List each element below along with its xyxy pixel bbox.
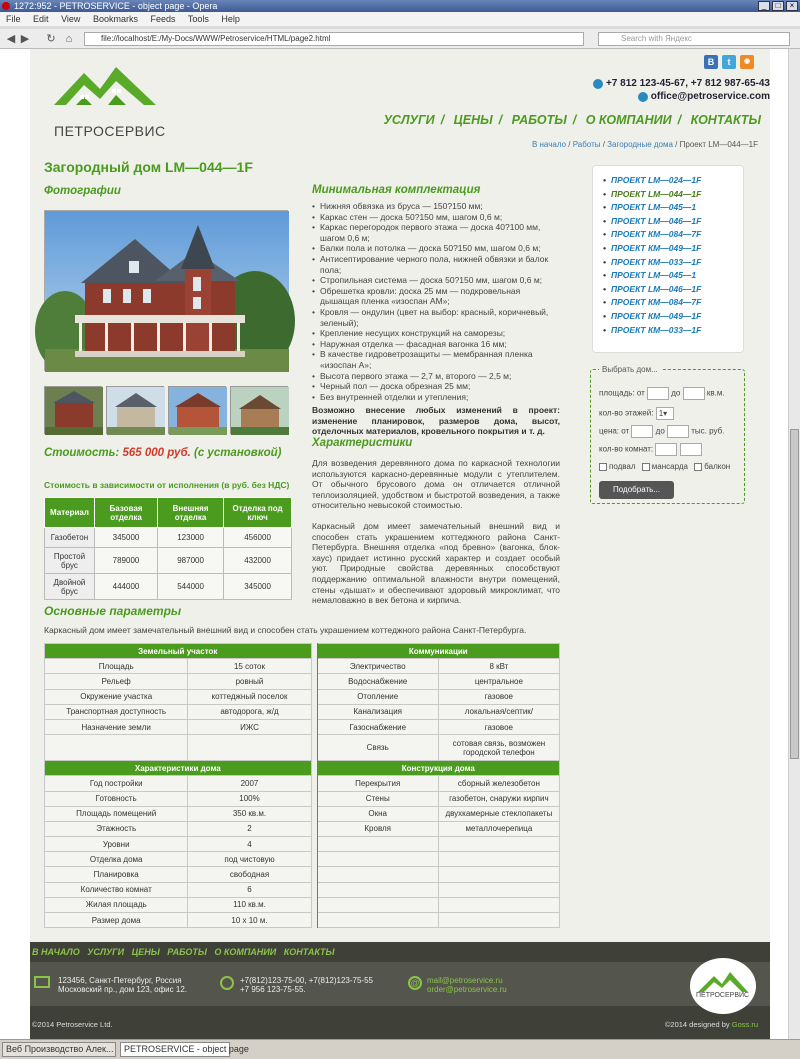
breadcrumb-current: Проект LM—044—1F	[679, 140, 758, 149]
table-row: Характеристики дома Конструкция дома	[45, 761, 560, 776]
project-link[interactable]: • ПРОЕКТ КМ—084—7F	[603, 228, 743, 242]
table-row: Двойной брус 444000 544000 345000	[45, 574, 292, 600]
breadcrumb: В начало / Работы / Загородные дома / Проект LM—044—1F	[531, 140, 758, 149]
project-link[interactable]: • ПРОЕКТ LM—046—1F	[603, 283, 743, 297]
close-icon[interactable]: ×	[786, 1, 798, 11]
changes-note: Возможно внесение любых изменений в проект: изменение планировок, размеров дома, высот, отделочных материалов, кровельного покрытия и т. д.	[312, 405, 560, 437]
footer-nav-works[interactable]: РАБОТЫ	[167, 947, 207, 957]
basement-checkbox[interactable]	[599, 463, 607, 471]
footer-order-link[interactable]: order@petroservice.ru	[427, 985, 507, 994]
list-item: • Стропильная система — доска 50?150 мм, шагом 0,6 м;	[312, 275, 560, 286]
at-icon: @	[408, 976, 422, 990]
rss-icon[interactable]: ◉	[740, 55, 754, 69]
table-row: Газобетон 345000 123000 456000	[45, 528, 292, 548]
project-link[interactable]: • ПРОЕКТ LM—044—1F	[603, 188, 743, 202]
table-row: Площадь помещений 350 кв.м. Окна двухкамерные стеклопакеты	[45, 806, 560, 821]
list-item: • Балки пола и потолка — доска 50?150 мм, шагом 0,6 м;	[312, 243, 560, 254]
opera-icon	[2, 2, 10, 10]
rooms-to-input[interactable]	[680, 443, 702, 456]
footer-nav	[30, 942, 770, 962]
params-intro: Каркасный дом имеет замечательный внешний вид и способен стать украшением коттеджного района Санкт-Петербурга.	[44, 625, 527, 635]
list-item: • Без внутренней отделки и утепления;	[312, 392, 560, 403]
menu-bar	[0, 12, 800, 26]
photo-thumbnails	[44, 386, 288, 434]
cost-table	[44, 497, 292, 600]
cost-col-header: Базовая отделка	[94, 498, 157, 528]
reload-icon[interactable]: ↻	[46, 33, 56, 45]
page-viewport	[0, 49, 788, 1039]
page-title: Загородный дом LM—044—1F	[44, 159, 253, 175]
table-row: Связь сотовая связь, возможен городской телефон	[45, 735, 560, 761]
price-to-input[interactable]	[667, 425, 689, 438]
footer-nav-services[interactable]: УСЛУГИ	[87, 947, 125, 957]
thumbnail-4[interactable]	[230, 386, 288, 434]
projects-list	[592, 165, 744, 353]
maximize-icon[interactable]: □	[772, 1, 784, 11]
thumbnail-2[interactable]	[106, 386, 164, 434]
vertical-scrollbar[interactable]	[788, 49, 800, 1039]
params-title: Основные параметры	[44, 604, 182, 618]
nav-about[interactable]: О КОМПАНИИ	[585, 113, 672, 127]
list-item: • Наружная отделка — фасадная вагонка 16 мм;	[312, 339, 560, 350]
logo-text: ПЕТРОСЕРВИС	[54, 123, 166, 139]
table-row: Земельный участок Коммуникации	[45, 644, 560, 659]
price-from-input[interactable]	[631, 425, 653, 438]
cost-col-header: Внешняя отделка	[158, 498, 224, 528]
menu-feeds[interactable]: Feeds	[150, 14, 176, 24]
thumbnail-1[interactable]	[44, 386, 102, 434]
vk-icon[interactable]: B	[704, 55, 718, 69]
table-row: Этажность 2 Кровля металлочерепица	[45, 821, 560, 836]
footer-nav-contacts[interactable]: КОНТАКТЫ	[283, 947, 335, 957]
menu-view[interactable]: View	[61, 14, 81, 24]
footer-emails	[427, 976, 507, 994]
footer-nav-prices[interactable]: ЦЕНЫ	[131, 947, 160, 957]
area-from-input[interactable]	[647, 387, 669, 400]
table-row: Рельеф ровный Водоснабжение центральное	[45, 674, 560, 689]
window-title: 1272:952 - PETROSERVICE - object page - Opera	[14, 1, 218, 11]
breadcrumb-home[interactable]: В начало	[531, 140, 567, 149]
designer-credit: ©2014 designed by Goss.ru	[664, 1020, 758, 1029]
home-icon[interactable]: ⌂	[65, 33, 73, 45]
menu-tools[interactable]: Tools	[187, 14, 209, 24]
table-row: Размер дома 10 х 10 м.	[45, 913, 560, 928]
header-phones: +7 812 123-45-67, +7 812 987-65-43	[606, 78, 770, 89]
table-row: Площадь 15 соток Электричество 8 кВт	[45, 659, 560, 674]
nav-contacts[interactable]: КОНТАКТЫ	[690, 113, 761, 127]
breadcrumb-works[interactable]: Работы	[572, 140, 601, 149]
table-row: Отделка дома под чистовую	[45, 852, 560, 867]
footer-nav-about[interactable]: О КОМПАНИИ	[214, 947, 277, 957]
balcony-checkbox[interactable]	[694, 463, 702, 471]
breadcrumb-country-houses[interactable]: Загородные дома	[607, 140, 673, 149]
footer-address: 123456, Санкт-Петербург, Россия Московский пр., дом 123, офис 12.	[58, 976, 187, 994]
table-row: Готовность 100% Стены газобетон, снаружи кирпич	[45, 791, 560, 806]
list-item: • В качестве гидроветрозащиты — мембранная пленка «изоспан А»;	[312, 349, 560, 370]
window-titlebar	[0, 0, 800, 12]
minimal-section	[312, 201, 560, 437]
cost-col-header: Отделка под ключ	[224, 498, 292, 528]
floors-select[interactable]: 1▾	[656, 407, 674, 420]
site-footer	[30, 942, 770, 1039]
list-item: • Высота первого этажа — 2,7 м, второго — 2,5 м;	[312, 371, 560, 382]
project-link[interactable]: • ПРОЕКТ КМ—049—1F	[603, 242, 743, 256]
price-line: Стоимость: 565 000 руб. (с установкой)	[44, 447, 282, 459]
table-row: Уровни 4	[45, 837, 560, 852]
scrollbar-thumb[interactable]	[790, 429, 799, 759]
house-finder: Выбрать дом... площадь: от до кв.м. кол-во этажей: 1▾ цена: от до тыс. руб. кол-во комнат: подвал мансарда балкон Подобрать...	[590, 369, 745, 504]
project-link[interactable]: • ПРОЕКТ КМ—084—7F	[603, 296, 743, 310]
menu-file[interactable]: File	[6, 14, 21, 24]
project-link[interactable]: • ПРОЕКТ LM—045—1	[603, 269, 743, 283]
minimal-title: Минимальная комплектация	[312, 184, 481, 196]
taskbar-item-active[interactable]: PETROSERVICE - object page	[120, 1042, 230, 1057]
designer-link[interactable]: Goss.ru	[731, 1020, 758, 1029]
project-link[interactable]: • ПРОЕКТ КМ—033—1F	[603, 256, 743, 270]
list-item: • Каркас перегородок первого этажа — доска 40?100 мм, шагом 0,6 м;	[312, 222, 560, 243]
cost-table-title: Стоимость в зависимости от исполнения (в руб. без НДС)	[44, 480, 290, 490]
table-row: Год постройки 2007 Перекрытия сборный железобетон	[45, 776, 560, 791]
main-photo[interactable]	[44, 210, 288, 371]
photos-title: Фотографии	[44, 185, 121, 197]
list-item: • Обрешетка кровли: доска 25 мм — подкровельная дышащая пленка «изоспан АМ»;	[312, 286, 560, 307]
address-input[interactable]: file://localhost/E:/My-Docs/WWW/Petroservice/HTML/page2.html	[84, 32, 584, 46]
list-item: • Антисептирование черного пола, нижней обвязки и балок пола;	[312, 254, 560, 275]
table-row: Транспортная доступность автодорога, ж/д Канализация локальная/септик/	[45, 704, 560, 719]
search-input[interactable]: Search with Яндекс	[598, 32, 790, 46]
email-icon	[638, 92, 648, 102]
project-link[interactable]: • ПРОЕКТ LM—024—1F	[603, 174, 743, 188]
characteristics-title: Характеристики	[312, 437, 413, 449]
finder-legend: Выбрать дом...	[599, 365, 661, 374]
project-link[interactable]: • ПРОЕКТ КМ—049—1F	[603, 310, 743, 324]
params-table	[44, 643, 560, 928]
minimal-list	[312, 201, 560, 402]
project-link[interactable]: • ПРОЕКТ LM—045—1	[603, 201, 743, 215]
taskbar	[0, 1039, 800, 1059]
minimize-icon[interactable]: _	[758, 1, 770, 11]
project-link[interactable]: • ПРОЕКТ LM—046—1F	[603, 215, 743, 229]
footer-bottom	[30, 1006, 770, 1039]
rooms-from-input[interactable]	[655, 443, 677, 456]
list-item: • Кровля — ондулин (цвет на выбор: красный, коричневый, зеленый);	[312, 307, 560, 328]
footer-contacts	[30, 962, 770, 1006]
address-toolbar	[0, 29, 800, 49]
menu-edit[interactable]: Edit	[33, 14, 49, 24]
area-to-input[interactable]	[683, 387, 705, 400]
table-row: Количество комнат 6	[45, 882, 560, 897]
phone-icon	[220, 976, 234, 990]
list-item: • Крепление несущих конструкций на саморезы;	[312, 328, 560, 339]
site-container	[30, 49, 770, 1039]
back-icon[interactable]: ◀	[6, 33, 16, 45]
attic-checkbox[interactable]	[642, 463, 650, 471]
phone-icon	[593, 79, 603, 89]
table-row: Планировка свободная	[45, 867, 560, 882]
menu-bookmarks[interactable]: Bookmarks	[92, 14, 138, 24]
footer-mail-link[interactable]: mail@petroservice.ru	[427, 976, 503, 985]
footer-nav-home[interactable]: В НАЧАЛО	[32, 947, 80, 957]
header-email[interactable]: office@petroservice.com	[651, 91, 770, 102]
footer-logo[interactable]: ПЕТРОСЕРВИС	[690, 958, 756, 1014]
copyright: ©2014 Petroservice Ltd.	[32, 1020, 113, 1029]
find-button[interactable]: Подобрать...	[599, 481, 674, 499]
table-row: Назначение земли ИЖС Газоснабжение газовое	[45, 719, 560, 734]
list-item: • Черный пол — доска обрезная 25 мм;	[312, 381, 560, 392]
menu-help[interactable]: Help	[221, 14, 240, 24]
nav-services[interactable]: УСЛУГИ	[383, 113, 435, 127]
price-value: 565 000 руб.	[122, 447, 191, 459]
cost-col-header: Материал	[45, 498, 95, 528]
address-icon	[34, 976, 50, 988]
forward-icon[interactable]: ▶	[20, 33, 30, 45]
list-item: • Каркас стен — доска 50?150 мм, шагом 0,6 м;	[312, 212, 560, 223]
characteristics-text: Для возведения деревянного дома по каркасной технологии используются каркасно-деревянные модули с утеплителем. От обычного брусового дома он отличается отличной теплоизоляцией, удобством и быстротой возведения, а также относительно невысокой стоимостью. Каркасный дом имеет замечательный внешний вид и способен стать украшением коттеджного района Санкт-Петербурга. Внешняя отделка «под бревно» (вагонка, блок-хаус) придает истинно русский характер и создает особый уют. Природные свойства деревянных способствуют поддержанию оптимальной влажности внутри помещений, стены «дышат» и обеспечивают здоровый микроклимат, что немаловажно в век бетона и кирпича.	[312, 458, 560, 606]
table-row: Окружение участка коттеджный поселок Отопление газовое	[45, 689, 560, 704]
list-item: • Нижняя обвязка из бруса — 150?150 мм;	[312, 201, 560, 212]
site-logo[interactable]	[46, 55, 166, 145]
project-link[interactable]: • ПРОЕКТ КМ—033—1F	[603, 324, 743, 338]
thumbnail-3[interactable]	[168, 386, 226, 434]
footer-phones: +7(812)123-75-00, +7(812)123-75-55 +7 956 123-75-55.	[240, 976, 373, 994]
main-nav: УСЛУГИ / ЦЕНЫ / РАБОТЫ / О КОМПАНИИ / КОНТАКТЫ	[383, 113, 761, 127]
table-row: Жилая площадь 110 кв.м.	[45, 897, 560, 912]
nav-prices[interactable]: ЦЕНЫ	[453, 113, 493, 127]
table-row: Простой брус 789000 987000 432000	[45, 548, 292, 574]
twitter-icon[interactable]: t	[722, 55, 736, 69]
taskbar-item[interactable]: Веб Производство Алек...	[2, 1042, 116, 1057]
nav-works[interactable]: РАБОТЫ	[511, 113, 567, 127]
